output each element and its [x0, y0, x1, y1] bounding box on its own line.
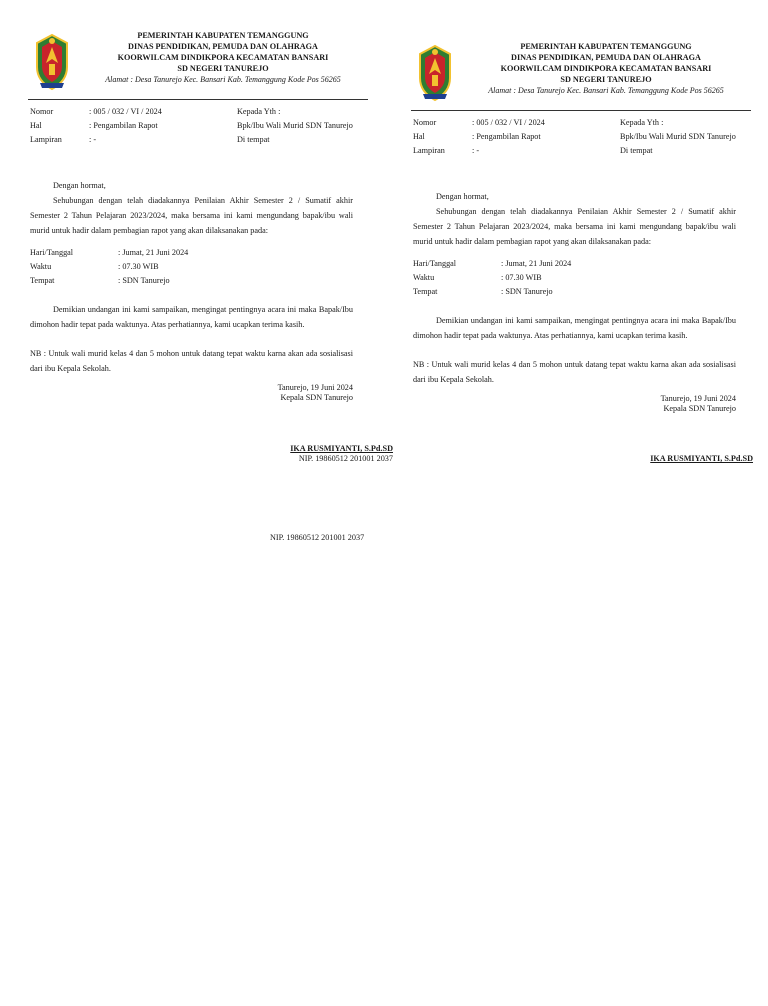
letter-body [413, 189, 736, 387]
kop-line-2: DINAS PENDIDIKAN, PEMUDA DAN OLAHRAGA [128, 42, 318, 51]
letterhead-text [78, 30, 368, 86]
sign-place-date: Tanurejo, 19 Juni 2024 [277, 383, 353, 392]
letter-meta [413, 118, 751, 160]
hal-label: Hal [30, 121, 42, 130]
sign-position: Kepala SDN Tanurejo [663, 404, 736, 414]
signatory-nip: NIP. 19860512 201001 2037 [298, 454, 393, 464]
recipient-line-2: Bpk/Ibu Wali Murid SDN Tanurejo [237, 121, 353, 130]
kop-line-1: PEMERINTAH KABUPATEN TEMANGGUNG [520, 42, 692, 51]
hari-label: Hari/Tanggal [30, 248, 74, 257]
recipient-line-1: Kepada Yth : [620, 118, 664, 127]
recipient-block [620, 118, 736, 160]
kop-address: Alamat : Desa Tanurejo Kec. Bansari Kab. Temanggung Kode Pos 56265 [488, 86, 724, 95]
signature-name-block [218, 444, 393, 465]
kop-line-1: PEMERINTAH KABUPATEN TEMANGGUNG [137, 31, 309, 40]
nomor-label: Nomor [30, 107, 54, 116]
recipient-line-3: Di tempat [620, 146, 653, 155]
signatory-name: IKA RUSMIYANTI, S.Pd.SD [290, 444, 393, 453]
nomor-value: : 005 / 032 / VI / 2024 [89, 107, 162, 116]
signature-name-block [581, 454, 753, 464]
kop-line-2: DINAS PENDIDIKAN, PEMUDA DAN OLAHRAGA [511, 53, 701, 62]
sign-place-date: Tanurejo, 19 Juni 2024 [660, 394, 736, 403]
paragraph-2: Demikian undangan ini kami sampaikan, mengingat pentingnya acara ini maka Bapak/Ibu dimohon hadir tepat pada waktunya. Atas perhatiannya, kami ucapkan terima kasih. [413, 316, 736, 340]
lampiran-value: : - [472, 146, 480, 155]
letter-left [28, 30, 393, 464]
letter-body [30, 178, 353, 376]
waktu-value: : 07.30 WIB [501, 273, 542, 282]
signatory-name: IKA RUSMIYANTI, S.Pd.SD [650, 454, 753, 463]
tempat-label: Tempat [30, 276, 55, 285]
recipient-line-1: Kepada Yth : [237, 107, 281, 116]
recipient-block [237, 107, 353, 149]
lampiran-value: : - [89, 135, 97, 144]
event-details [30, 248, 353, 290]
tempat-label: Tempat [413, 287, 438, 296]
nb-note: NB : Untuk wali murid kelas 4 dan 5 mohon untuk datang tepat waktu karna akan ada sosialisasi dari ibu Kepala Sekolah. [30, 349, 353, 373]
signature-block [178, 383, 353, 404]
sign-position: Kepala SDN Tanurejo [280, 393, 353, 403]
lampiran-label: Lampiran [413, 146, 445, 155]
paragraph-2: Demikian undangan ini kami sampaikan, mengingat pentingnya acara ini maka Bapak/Ibu dimohon hadir tepat pada waktunya. Atas perhatiannya, kami ucapkan terima kasih. [30, 305, 353, 329]
waktu-label: Waktu [30, 262, 52, 271]
tempat-value: : SDN Tanurejo [501, 287, 553, 296]
letterhead-text [461, 41, 751, 97]
hari-value: : Jumat, 21 Juni 2024 [501, 259, 572, 268]
kop-line-3: KOORWILCAM DINDIKPORA KECAMATAN BANSARI [500, 64, 712, 73]
letterhead [28, 30, 368, 96]
recipient-line-3: Di tempat [237, 135, 270, 144]
temanggung-emblem-icon [34, 33, 70, 91]
lampiran-label: Lampiran [30, 135, 62, 144]
hari-label: Hari/Tanggal [413, 259, 457, 268]
paragraph-1: Sehubungan dengan telah diadakannya Penilaian Akhir Semester 2 / Sumatif akhir Semester 2 Tahun Pelajaran 2023/2024, maka bersama ini kami mengundang bapak/ibu wali murid untuk hadir dalam pembagian rapot yang akan dilaksanakan pada: [413, 207, 736, 246]
paragraph-1: Sehubungan dengan telah diadakannya Penilaian Akhir Semester 2 / Sumatif akhir Semester 2 Tahun Pelajaran 2023/2024, maka bersama ini kami mengundang bapak/ibu wali murid untuk hadir dalam pembagian rapot yang akan dilaksanakan pada: [30, 196, 353, 235]
greeting: Dengan hormat, [53, 181, 106, 190]
hal-value: : Pengambilan Rapot [89, 121, 158, 130]
stray-nip: NIP. 19860512 201001 2037 [270, 533, 365, 542]
waktu-label: Waktu [413, 273, 435, 282]
letter-meta [30, 107, 368, 149]
kop-line-3: KOORWILCAM DINDIKPORA KECAMATAN BANSARI [117, 53, 329, 62]
nb-note: NB : Untuk wali murid kelas 4 dan 5 mohon untuk datang tepat waktu karna akan ada sosialisasi dari ibu Kepala Sekolah. [413, 360, 736, 384]
hal-value: : Pengambilan Rapot [472, 132, 541, 141]
hari-value: : Jumat, 21 Juni 2024 [118, 248, 189, 257]
letter-right [411, 41, 753, 463]
kop-address: Alamat : Desa Tanurejo Kec. Bansari Kab. Temanggung Kode Pos 56265 [105, 75, 341, 84]
letterhead-divider [28, 99, 368, 100]
waktu-value: : 07.30 WIB [118, 262, 159, 271]
letterhead [411, 41, 751, 107]
event-details [413, 259, 736, 301]
tempat-value: : SDN Tanurejo [118, 276, 170, 285]
temanggung-emblem-icon [417, 44, 453, 102]
signature-block [561, 394, 736, 415]
hal-label: Hal [413, 132, 425, 141]
greeting: Dengan hormat, [436, 192, 489, 201]
nomor-value: : 005 / 032 / VI / 2024 [472, 118, 545, 127]
letterhead-divider [411, 110, 751, 111]
kop-line-4: SD NEGERI TANUREJO [560, 75, 652, 84]
nomor-label: Nomor [413, 118, 437, 127]
recipient-line-2: Bpk/Ibu Wali Murid SDN Tanurejo [620, 132, 736, 141]
kop-line-4: SD NEGERI TANUREJO [177, 64, 269, 73]
